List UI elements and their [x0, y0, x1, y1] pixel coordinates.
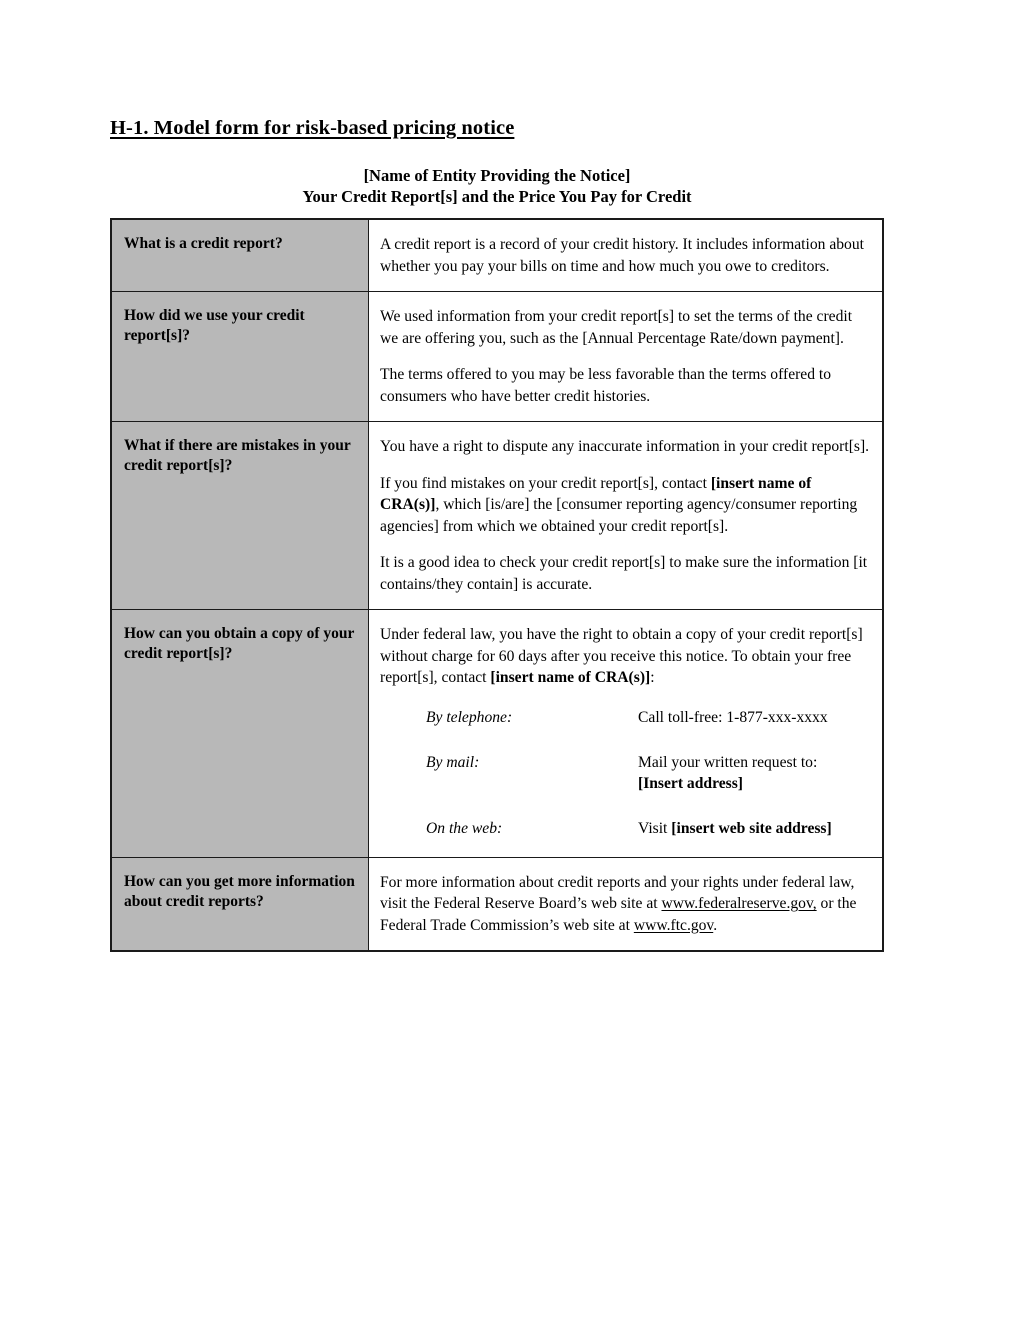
- table-row: [111, 219, 883, 292]
- table-row: [111, 422, 883, 610]
- table-row: [111, 857, 883, 951]
- row-body-more-information: [369, 857, 884, 951]
- risk-based-pricing-notice-table: [110, 218, 884, 952]
- contact-methods-table: [380, 707, 870, 843]
- paragraph-text-post: , which [is/are] the [consumer reporting agency/consumer reporting agencies] from which we obtained your credit report[s].: [380, 496, 858, 535]
- contact-method-value-mail: [634, 752, 870, 818]
- insert-web-site-placeholder: [insert web site address]: [671, 819, 832, 837]
- table-row: [111, 610, 883, 858]
- row-body-mistakes: [369, 422, 884, 610]
- obtain-copy-text-post: :: [650, 669, 655, 686]
- row-label-mistakes: What if there are mistakes in your credit report[s]?: [111, 422, 369, 610]
- row-label-credit-report-definition: What is a credit report?: [111, 219, 369, 292]
- row-label-obtain-copy: How can you obtain a copy of your credit report[s]?: [111, 610, 369, 858]
- more-info-text-post: .: [713, 916, 718, 934]
- row-label-how-used: How did we use your credit report[s]?: [111, 292, 369, 422]
- paragraph: You have a right to dispute any inaccurate information in your credit report[s].: [380, 438, 870, 455]
- contact-method-value-telephone: [634, 707, 870, 752]
- contact-method-label-mail: By mail:: [426, 753, 480, 771]
- contact-value-line: Call toll-free: 1-877-xxx-xxxx: [638, 708, 828, 726]
- obtain-copy-text-pre: Under federal law, you have the right to obtain a copy of your credit report[s] without charge for 60 days after you receive this notice. To obtain your free report[s], contact: [380, 626, 863, 686]
- more-info-text-pre: For more information about credit reports and your rights under federal law, visit the Federal Reserve Board’s web site at: [380, 873, 855, 912]
- contact-method-row: [380, 707, 870, 752]
- paragraph: [380, 872, 870, 937]
- row-label-more-information: How can you get more information about credit reports?: [111, 857, 369, 951]
- contact-value-line: Visit: [638, 819, 672, 837]
- paragraph: It is a good idea to check your credit report[s] to make sure the information [it contains/they contain] is accurate.: [380, 554, 868, 593]
- contact-value-line: Mail your written request to:: [638, 753, 818, 771]
- paragraph: [380, 624, 870, 689]
- row-body-obtain-copy: [369, 610, 884, 858]
- table-row: [111, 292, 883, 422]
- contact-method-value-web: [634, 818, 870, 843]
- subtitle-entity-name: [Name of Entity Providing the Notice]: [363, 166, 631, 185]
- contact-method-row: [380, 818, 870, 843]
- subtitle-form-name: Your Credit Report[s] and the Price You Pay for Credit: [302, 187, 692, 206]
- federal-reserve-link[interactable]: www.federalreserve.gov,: [661, 895, 817, 912]
- cra-placeholder-bold: [insert name of CRA(s)]: [380, 474, 812, 513]
- row-body-credit-report-definition: [369, 219, 884, 292]
- paragraph-text-pre: If you find mistakes on your credit report[s], contact: [380, 474, 711, 492]
- paragraph: [380, 473, 870, 538]
- form-subtitle: [110, 165, 884, 207]
- insert-address-placeholder: [Insert address]: [638, 774, 743, 792]
- contact-method-row: [380, 752, 870, 818]
- contact-method-label-web: On the web:: [426, 819, 503, 837]
- paragraph: We used information from your credit report[s] to set the terms of the credit we are offering you, such as the [Annual Percentage Rate/down payment].: [380, 308, 853, 347]
- paragraph: The terms offered to you may be less favorable than the terms offered to consumers who have better credit histories.: [380, 366, 832, 405]
- row-body-how-used: [369, 292, 884, 422]
- ftc-link[interactable]: www.ftc.gov: [633, 916, 714, 934]
- cra-placeholder-bold: [insert name of CRA(s)]: [490, 669, 651, 686]
- contact-method-label-telephone: By telephone:: [426, 708, 513, 726]
- paragraph: A credit report is a record of your credit history. It includes information about whether you pay your bills on time and how much you owe to creditors.: [380, 236, 864, 275]
- more-info-text-mid: or the Federal Trade Commission’s web site at: [380, 895, 857, 934]
- page-title: H-1. Model form for risk-based pricing notice: [110, 117, 515, 139]
